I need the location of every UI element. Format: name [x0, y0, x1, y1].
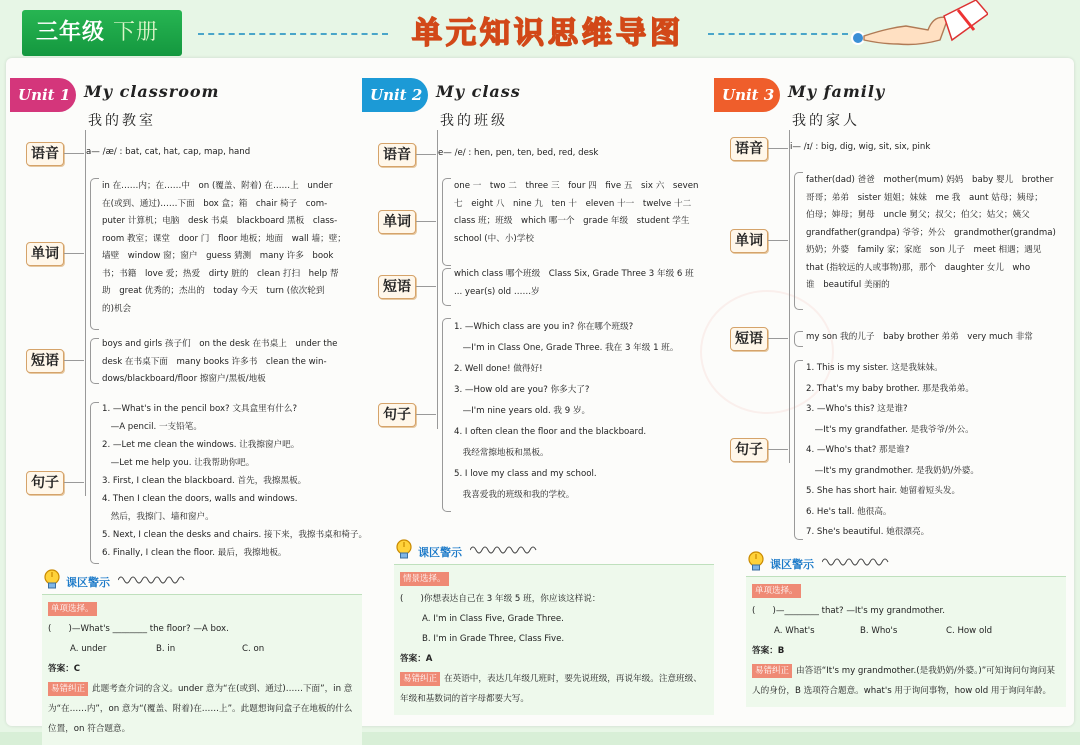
- option[interactable]: C. How old: [946, 626, 993, 636]
- sentence-line: 6. He's tall. 他很高。: [806, 506, 892, 517]
- question-type: [400, 569, 710, 589]
- header-divider-right: [708, 33, 848, 35]
- error-tip-box: [42, 568, 362, 745]
- phrases-label: 短语: [26, 349, 64, 373]
- tip-label: 课区警示: [418, 546, 462, 559]
- sentences-label: 句子: [730, 438, 768, 462]
- option[interactable]: C. on: [242, 644, 265, 654]
- category-connector: [768, 449, 788, 450]
- fix-tag: 易错纠正: [752, 664, 792, 678]
- fix-explanation: 在英语中，表达几年级几班时，要先说班级，再说年级。注意班级、年级和基数词的首字母都要大写。: [400, 674, 702, 704]
- unit-tag: Unit 3: [714, 78, 780, 112]
- sentence-line: 2. —Let me clean the windows. 让我擦窗户吧。: [102, 440, 300, 450]
- words-label: 单词: [26, 242, 64, 266]
- fix-explanation: 此题考查介词的含义。under 意为“在(或到、通过)……下面”，in 意为“在……内”，on 意为“(覆盖、附着)在……上”。此题想询问盒子在地板的什么位置，on 符合题意。: [48, 684, 353, 734]
- sentence-line: 5. Next, I clean the desks and chairs. 接下来，我擦书桌和椅子。: [102, 530, 368, 540]
- words-text-line: puter 计算机；电脑 desk 书桌 blackboard 黑板 class-: [102, 216, 338, 226]
- sentence-line: 1. —Which class are you in? 你在哪个班级?: [454, 322, 634, 332]
- zigzag-icon: [470, 544, 540, 556]
- fix-text: [400, 669, 710, 709]
- words-label: 单词: [378, 210, 416, 234]
- sentence-line: —I'm in Class One, Grade Three. 我在 3 年级 1 班。: [454, 343, 679, 353]
- sentences-label: 句子: [26, 471, 64, 495]
- tip-label: 课区警示: [66, 576, 110, 589]
- option[interactable]: A. under: [70, 644, 107, 654]
- tip-body: [394, 564, 714, 715]
- brace: [794, 331, 803, 347]
- answer: 答案：C: [48, 664, 81, 674]
- words-text-line: 哥哥；弟弟 sister 姐姐；妹妹 me 我 aunt 姑母；姨母；: [806, 192, 1043, 203]
- brace: [90, 402, 99, 564]
- phrases-text-line: boys and girls 孩子们 on the desk 在书桌上 under the: [102, 339, 338, 349]
- page-title: 单元知识思维导图: [412, 16, 684, 51]
- sentences-text: [806, 358, 979, 543]
- bulb-icon: [746, 550, 766, 574]
- brace: [794, 360, 803, 540]
- unit-title: My classroom: [84, 82, 220, 101]
- option[interactable]: B. in: [156, 644, 176, 654]
- zigzag-icon: [822, 556, 892, 568]
- sentence-line: 3. —Who's this? 这是谁?: [806, 404, 908, 414]
- bulb-icon: [394, 538, 414, 562]
- sentence-line: —It's my grandfather. 是我爷爷/外公。: [806, 424, 974, 435]
- term-label: 下册: [113, 20, 160, 45]
- phrases-text-line: which class 哪个班级 Class Six, Grade Three 3 年级 6 班: [454, 269, 694, 279]
- words-text-line: 谁 beautiful 美丽的: [806, 280, 890, 290]
- words-text-line: that (指较远的人或事物)那，那个 daughter 女儿 who: [806, 262, 1031, 273]
- sentence-line: —It's my grandmother. 是我奶奶/外婆。: [806, 465, 979, 476]
- tip-header: [394, 538, 714, 564]
- sentence-line: 然后，我擦门、墙和窗户。: [102, 512, 214, 522]
- tip-header: [746, 550, 1066, 576]
- sentences-label: 句子: [378, 403, 416, 427]
- options-row: [752, 621, 1062, 641]
- phrases-text: [454, 266, 694, 301]
- words-text-line: class 班；班级 which 哪一个 grade 年级 student 学生: [454, 216, 690, 226]
- words-text-line: 伯母；婶母；舅母 uncle 舅父；叔父；伯父；姑父；姨父: [806, 210, 1030, 220]
- fix-text: [48, 679, 358, 739]
- fix-text: [752, 661, 1062, 701]
- tip-header: [42, 568, 362, 594]
- error-tip-box: [394, 538, 714, 715]
- words-text-line: 的)机会: [102, 303, 132, 314]
- question-text: ( )—________ that? —It's my grandmother.: [752, 606, 945, 616]
- words-text-line: 奶奶；外婆 family 家；家庭 son 儿子 meet 相遇；遇见: [806, 245, 1042, 255]
- category-connector: [416, 414, 436, 415]
- sentence-line: 1. This is my sister. 这是我妹妹。: [806, 363, 943, 373]
- question-type-tag: 单项选择。: [48, 602, 97, 616]
- unit-column-2: [362, 74, 708, 724]
- words-text-line: 书；书籍 love 爱；热爱 dirty 脏的 clean 打扫 help 帮: [102, 268, 339, 279]
- mindmap-trunk: [789, 130, 790, 463]
- sentences-text: [102, 400, 367, 562]
- sentence-line: 3. —How old are you? 你多大了?: [454, 385, 590, 395]
- sentence-line: 5. I love my class and my school.: [454, 469, 597, 479]
- words-text: [454, 178, 698, 248]
- words-text-line: 墙壁 window 窗；窗户 guess 猜测 many 许多 book: [102, 251, 334, 261]
- words-text-line: school (中、小)学校: [454, 233, 534, 244]
- sentence-line: 2. Well done! 做得好!: [454, 364, 543, 374]
- mindmap-trunk: [437, 130, 438, 429]
- unit-column-3: [714, 74, 1060, 724]
- category-connector: [64, 482, 84, 483]
- category-connector: [416, 154, 436, 155]
- tip-body: [42, 594, 362, 745]
- option[interactable]: B. I'm in Grade Three, Class Five.: [422, 634, 565, 644]
- option[interactable]: A. I'm in Class Five, Grade Three.: [422, 614, 564, 624]
- bulb-icon: [42, 568, 62, 592]
- fix-tag: 易错纠正: [400, 672, 440, 686]
- sentence-line: 6. Finally, I clean the floor. 最后，我擦地板。: [102, 548, 287, 558]
- option[interactable]: B. Who's: [860, 626, 898, 636]
- error-tip-box: [746, 550, 1066, 707]
- words-text-line: 在(或到、通过)……下面 box 盒；箱 chair 椅子 com-: [102, 198, 328, 209]
- tip-label: 课区警示: [770, 558, 814, 571]
- mindmap-trunk: [85, 130, 86, 496]
- words-label: 单词: [730, 229, 768, 253]
- sentence-line: 4. —Who's that? 那是谁?: [806, 445, 910, 455]
- question-type: [752, 581, 1062, 601]
- phonics-label: 语音: [730, 137, 768, 161]
- zigzag-icon: [118, 574, 188, 586]
- brace: [442, 268, 451, 306]
- words-text-line: room 教室；课堂 door 门 floor 地板；地面 wall 墙；壁；: [102, 233, 346, 244]
- phonics-label: 语音: [378, 143, 416, 167]
- tip-body: [746, 576, 1066, 707]
- fix-explanation: 由答语“It's my grandmother.(是我奶奶/外婆。)”可知询问句询问某人的身份，B 选项符合题意。what's 用于询问事物，how old 用于询问年龄。: [752, 666, 1055, 696]
- phrases-text-line: ... year(s) old ……岁: [454, 286, 540, 297]
- grade-label: 三年级: [36, 20, 106, 45]
- phonics-text: i— /ɪ/ : big, dig, wig, sit, six, pink: [790, 142, 931, 152]
- unit-tag: Unit 2: [362, 78, 428, 112]
- sentence-line: 4. I often clean the floor and the blackboard.: [454, 427, 647, 437]
- phrases-text: [806, 329, 1033, 347]
- phrases-text-line: desk 在书桌下面 many books 许多书 clean the win-: [102, 356, 327, 367]
- unit-title-cn: 我的班级: [440, 113, 508, 129]
- brace: [90, 178, 99, 330]
- phrases-text-line: dows/blackboard/floor 擦窗户/黑板/地板: [102, 374, 266, 384]
- question-text: ( )—What's ________ the floor? —A box.: [48, 624, 229, 634]
- fix-tag: 易错纠正: [48, 682, 88, 696]
- words-text-line: in 在……内；在……中 on (覆盖、附着) 在……上 under: [102, 181, 333, 191]
- sentences-text: [454, 317, 679, 506]
- category-connector: [64, 253, 84, 254]
- words-text-line: one 一 two 二 three 三 four 四 five 五 six 六 seven: [454, 181, 699, 191]
- words-text: [806, 172, 1056, 295]
- category-connector: [416, 286, 436, 287]
- phrases-text-line: my son 我的儿子 baby brother 弟弟 very much 非常: [806, 332, 1033, 342]
- phonics-text: e— /e/ : hen, pen, ten, bed, red, desk: [438, 148, 599, 158]
- unit-column-1: [10, 74, 368, 734]
- sentence-line: 1. —What's in the pencil box? 文具盒里有什么?: [102, 404, 298, 414]
- sentence-line: 我经常擦地板和黑板。: [454, 448, 549, 458]
- sentence-line: 3. First, I clean the blackboard. 首先，我擦黑板。: [102, 476, 307, 486]
- sentence-line: 4. Then I clean the doors, walls and windows.: [102, 494, 298, 504]
- category-connector: [768, 148, 788, 149]
- phrases-text: [102, 336, 337, 389]
- answer: 答案：B: [752, 646, 785, 656]
- options-row: [400, 609, 710, 649]
- sentence-line: 7. She's beautiful. 她很漂亮。: [806, 527, 930, 537]
- unit-title: My class: [436, 82, 521, 101]
- category-connector: [768, 240, 788, 241]
- words-text-line: father(dad) 爸爸 mother(mum) 妈妈 baby 婴儿 brother: [806, 175, 1054, 185]
- words-text-line: grandfather(grandpa) 爷爷；外公 grandmother(grandma): [806, 227, 1056, 238]
- brace: [794, 172, 803, 310]
- question-type-tag: 单项选择。: [752, 584, 801, 598]
- unit-tag: Unit 1: [10, 78, 76, 112]
- brace: [442, 178, 451, 266]
- sentence-line: 我喜爱我的班级和我的学校。: [454, 490, 575, 500]
- options-row: [48, 639, 358, 659]
- question-type-tag: 情景选择。: [400, 572, 449, 586]
- unit-title: My family: [788, 82, 886, 101]
- brace: [90, 338, 99, 384]
- unit-title-cn: 我的家人: [792, 113, 860, 129]
- unit-title-cn: 我的教室: [88, 113, 156, 129]
- sentence-line: —I'm nine years old. 我 9 岁。: [454, 406, 591, 416]
- brace: [442, 318, 451, 512]
- category-connector: [64, 360, 84, 361]
- words-text-line: 七 eight 八 nine 九 ten 十 eleven 十一 twelve 十二: [454, 198, 692, 209]
- header-divider-left: [198, 33, 388, 35]
- phonics-text: a— /æ/ : bat, cat, hat, cap, map, hand: [86, 147, 251, 157]
- category-connector: [416, 221, 436, 222]
- sentence-line: —A pencil. 一支铅笔。: [102, 422, 202, 432]
- pointing-hand-icon: [848, 0, 988, 52]
- category-connector: [768, 338, 788, 339]
- category-connector: [64, 153, 84, 154]
- phrases-label: 短语: [730, 327, 768, 351]
- sentence-line: —Let me help you. 让我帮助你吧。: [102, 458, 255, 468]
- sentence-line: 2. That's my baby brother. 那是我弟弟。: [806, 383, 974, 394]
- sentence-line: 5. She has short hair. 她留着短头发。: [806, 486, 961, 496]
- option[interactable]: A. What's: [774, 626, 815, 636]
- phrases-label: 短语: [378, 275, 416, 299]
- grade-banner: [22, 10, 182, 56]
- answer: 答案：A: [400, 654, 433, 664]
- question-type: [48, 599, 358, 619]
- words-text-line: 助 great 优秀的；杰出的 today 今天 turn (依次轮到: [102, 286, 325, 296]
- phonics-label: 语音: [26, 142, 64, 166]
- question-text: ( )你想表达自己在 3 年级 5 班，你应该这样说：: [400, 594, 601, 604]
- words-text: [102, 178, 346, 318]
